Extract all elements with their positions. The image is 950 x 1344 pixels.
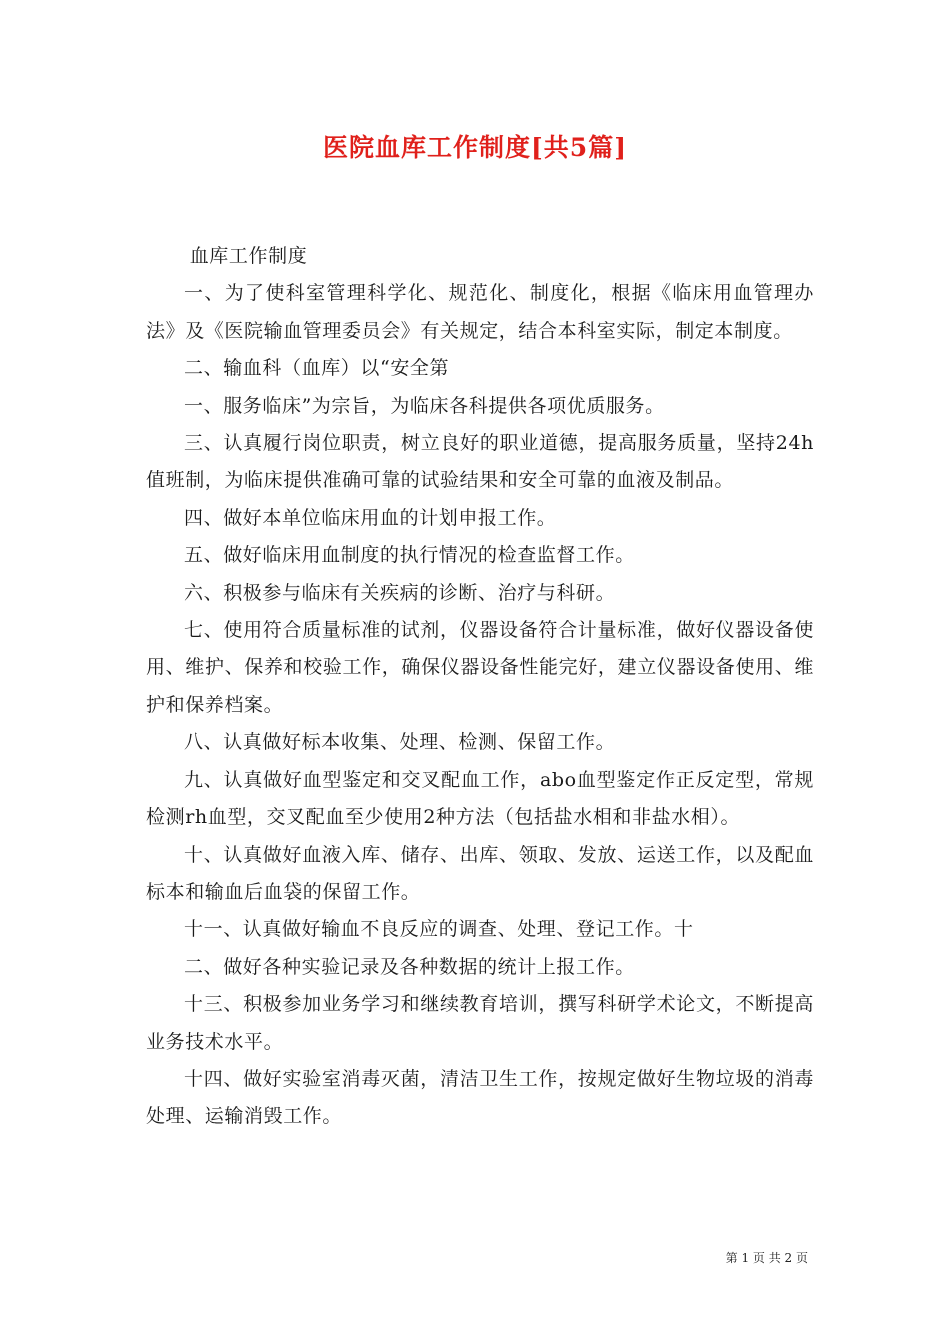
paragraph: 三、认真履行岗位职责，树立良好的职业道德，提高服务质量，坚持24h值班制，为临床提供准确可靠的试验结果和安全可靠的血液及制品。	[146, 432, 814, 492]
paragraph: 十、认真做好血液入库、储存、出库、领取、发放、运送工作，以及配血标本和输血后血袋的保留工作。	[146, 843, 814, 903]
paragraph: 八、认真做好标本收集、处理、检测、保留工作。	[184, 731, 616, 754]
paragraph: 四、做好本单位临床用血的计划申报工作。	[184, 506, 557, 529]
paragraph: 十四、做好实验室消毒灭菌，清洁卫生工作，按规定做好生物垃圾的消毒处理、运输消毁工作。	[146, 1067, 814, 1128]
section-heading: 血库工作制度	[189, 245, 308, 267]
document-title: 医院血库工作制度[共5篇]	[322, 133, 628, 162]
paragraph: 五、做好临床用血制度的执行情况的检查监督工作。	[184, 544, 635, 567]
paragraph: 一、服务临床”为宗旨，为临床各科提供各项优质服务。	[184, 394, 665, 417]
paragraph: 一、为了使科室管理科学化、规范化、制度化，根据《临床用血管理办法》及《医院输血管理委员会》有关规定，结合本科室实际，制定本制度。	[146, 282, 814, 342]
page-number: 第 1 页 共 2 页	[725, 1251, 808, 1265]
paragraph: 二、做好各种实验记录及各种数据的统计上报工作。	[184, 955, 635, 978]
paragraph: 九、认真做好血型鉴定和交叉配血工作，abo血型鉴定作正反定型，常规检测rh血型，交叉配血至少使用2种方法（包括盐水相和非盐水相）。	[146, 768, 814, 829]
paragraph: 二、输血科（血库）以“安全第	[184, 357, 450, 380]
document-body	[146, 238, 814, 1136]
paragraph: 七、使用符合质量标准的试剂，仪器设备符合计量标准，做好仪器设备使用、维护、保养和校验工作，确保仪器设备性能完好，建立仪器设备使用、维护和保养档案。	[146, 619, 814, 716]
paragraph: 十一、认真做好输血不良反应的调查、处理、登记工作。十	[184, 918, 694, 941]
paragraph: 六、积极参与临床有关疾病的诊断、治疗与科研。	[184, 581, 616, 604]
paragraph: 十三、积极参加业务学习和继续教育培训，撰写科研学术论文，不断提高业务技术水平。	[146, 993, 814, 1053]
